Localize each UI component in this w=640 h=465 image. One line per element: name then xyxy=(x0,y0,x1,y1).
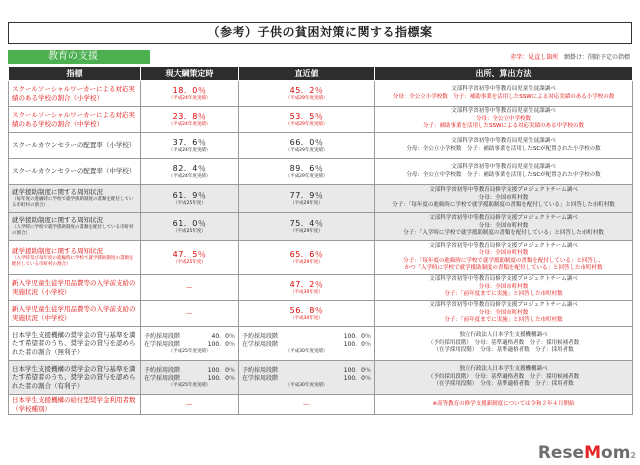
indicator-cell: 就学援助制度に関する周知状況 （毎年度の進級時に学校で就学援助制度の書類を配付している市町村の割合） xyxy=(9,185,141,213)
baseline-cell: － xyxy=(141,301,239,327)
page-title: （参考）子供の貧困対策に関する指標案 xyxy=(8,22,632,44)
table-row xyxy=(9,159,633,185)
latest-cell: 47．2％ （平成30年度） xyxy=(239,275,375,301)
table-row xyxy=(9,81,633,107)
legend-red: 赤字：見直し箇所 xyxy=(510,54,559,61)
latest-cell: 45．2％ （平成29年度実績） xyxy=(239,81,375,107)
source-cell: 文部科学省初等中等教育局児童生徒課調べ 分母：全公立中学校数 分子：補助事業を活用したSCが配置された中学校の数 xyxy=(375,159,633,185)
latest-cell: 89．6％ （平成29年度実績） xyxy=(239,159,375,185)
header-source: 出所、算出方法 xyxy=(375,67,633,81)
indicator-cell: スクールカウンセラーの配置率（中学校） xyxy=(9,159,141,185)
source-cell: 独立行政法人日本学生支援機構調べ （予約採用段階） 分母：基準適格者数 分子：採用候補者数 （在学採用段階） 分母：基準適格者数 分子：採用者数 xyxy=(375,327,633,361)
baseline-cell: 37．6％ （平成24年度実績） xyxy=(141,133,239,159)
latest-cell: 56．8％ （平成30年度） xyxy=(239,301,375,327)
source-cell: 文部科学省初等中等教育局児童生徒課調べ 分母：全公立中学校数 分子：補助事業を活用したSSWによる対応実績のある中学校の数 xyxy=(375,107,633,133)
latest-cell: 予約採用段階 100．0％ 在学採用段階 100．0％ （平成30年度実績） xyxy=(239,327,375,361)
resemom-logo: ReseMom2 xyxy=(537,443,636,463)
latest-cell: 77．9％ （平成29年度） xyxy=(239,185,375,213)
table-row xyxy=(9,133,633,159)
source-cell: 文部科学省初等中等教育局修学支援プロジェクトチーム調べ 分母：全国市町村数 分子：「前年度までに実施」と回答した市町村数 xyxy=(375,301,633,327)
source-cell: 文部科学省初等中等教育局修学支援プロジェクトチーム調べ 分母：全国市町村数 分子：「入学時に学校で就学援助制度の書類を配付している」と回答した市町村数 xyxy=(375,213,633,241)
table-row xyxy=(9,301,633,327)
header-baseline: 現大綱策定時 xyxy=(141,67,239,81)
baseline-cell: 61．0％ （平成25年度） xyxy=(141,213,239,241)
indicator-cell: 就学援助制度に関する周知状況 （入学時及び毎年度の進級時に学校で就学援助制度の書類を配付している市町村の割合） xyxy=(9,241,141,275)
table-row xyxy=(9,395,633,415)
legend xyxy=(510,52,630,61)
table-header xyxy=(9,67,633,81)
baseline-cell: 18．0％ （平成24年度実績） xyxy=(141,81,239,107)
source-cell: 文部科学省初等中等教育局修学支援プロジェクトチーム調べ 分母：全国市町村数 分子：「毎年度の進級時に学校で就学援助制度の書類を配付している」と回答し、 かつ「入学時に学校で就学援助制度の書類を配付している」と回答した市町村数 xyxy=(375,241,633,275)
baseline-cell: 82．4％ （平成24年度実績） xyxy=(141,159,239,185)
indicator-cell: 日本学生支援機構の奨学金の貸与基準を満たす希望者のうち、奨学金の貸与を認められた者の割合（有利子） xyxy=(9,361,141,395)
indicator-cell: 日本学生支援機構の奨学金の貸与基準を満たす希望者のうち、奨学金の貸与を認められた者の割合（無利子） xyxy=(9,327,141,361)
table-row xyxy=(9,107,633,133)
source-cell: 文部科学省初等中等教育局児童生徒課調べ 分母：全公立小学校数 分子：補助事業を活用したSCが配置された小学校の数 xyxy=(375,133,633,159)
latest-cell: － xyxy=(239,395,375,415)
baseline-cell: 予約採用段階 100．0％ 在学採用段階 100．0％ （平成25年度実績） xyxy=(141,361,239,395)
baseline-cell: － xyxy=(141,275,239,301)
source-cell: ※高等教育の修学支援新制度については令和２年４月開始 xyxy=(375,395,633,415)
baseline-cell: － xyxy=(141,395,239,415)
indicator-table xyxy=(8,66,633,415)
source-cell: 文部科学省初等中等教育局児童生徒課調べ 分母：全公立小学校数 分子：補助事業を活用したSSWによる対応実績のある小学校の数 xyxy=(375,81,633,107)
source-cell: 文部科学省初等中等教育局修学支援プロジェクトチーム調べ 分母：全国市町村数 分子：「毎年度の進級時に学校で就学援助制度の書類を配付している」と回答した市町村数 xyxy=(375,185,633,213)
header-latest: 直近値 xyxy=(239,67,375,81)
page-number: 2 xyxy=(630,451,636,460)
header-indicator: 指標 xyxy=(9,67,141,81)
table-row xyxy=(9,361,633,395)
source-cell: 文部科学省初等中等教育局修学支援プロジェクトチーム調べ 分母：全国市町村数 分子：「前年度までに実施」と回答した市町村数 xyxy=(375,275,633,301)
table-row xyxy=(9,275,633,301)
table-row xyxy=(9,213,633,241)
legend-mesh: 網掛け：削除予定の指標 xyxy=(563,54,630,61)
indicator-cell: 新入学児童生徒学用品費等の入学前支給の実施状況（小学校） xyxy=(9,275,141,301)
indicator-cell: 就学援助制度に関する周知状況 （入学時に学校で就学援助制度の書類を配付している市町村の割合） xyxy=(9,213,141,241)
latest-cell: 予約採用段階 100．0％ 在学採用段階 100．0％ （平成30年度実績） xyxy=(239,361,375,395)
indicator-cell: 新入学児童生徒学用品費等の入学前支給の実施状況（中学校） xyxy=(9,301,141,327)
section-tag: 教育の支援 xyxy=(8,50,150,64)
source-cell: 独立行政法人日本学生支援機構調べ （予約採用段階） 分母：基準適格者数 分子：採用候補者数 （在学採用段階） 分母：基準適格者数 分子：採用者数 xyxy=(375,361,633,395)
latest-cell: 53．5％ （平成29年度実績） xyxy=(239,107,375,133)
baseline-cell: 予約採用段階 40．0％ 在学採用段階 100．0％ （平成25年度実績） xyxy=(141,327,239,361)
latest-cell: 75．4％ （平成29年度） xyxy=(239,213,375,241)
table-row xyxy=(9,185,633,213)
latest-cell: 65．6％ （平成29年度） xyxy=(239,241,375,275)
indicator-cell: スクールソーシャルワーカーによる対応実績のある学校の割合（小学校） xyxy=(9,81,141,107)
indicator-cell: スクールカウンセラーの配置率（小学校） xyxy=(9,133,141,159)
indicator-cell: 日本学生支援機構の給付型奨学金利用者数（学校種別） xyxy=(9,395,141,415)
baseline-cell: 61．9％ （平成25年度） xyxy=(141,185,239,213)
latest-cell: 66．0％ （平成29年度実績） xyxy=(239,133,375,159)
baseline-cell: 23．8％ （平成24年度実績） xyxy=(141,107,239,133)
indicator-cell: スクールソーシャルワーカーによる対応実績のある学校の割合（中学校） xyxy=(9,107,141,133)
table-row xyxy=(9,327,633,361)
baseline-cell: 47．5％ （平成25年度） xyxy=(141,241,239,275)
table-row xyxy=(9,241,633,275)
